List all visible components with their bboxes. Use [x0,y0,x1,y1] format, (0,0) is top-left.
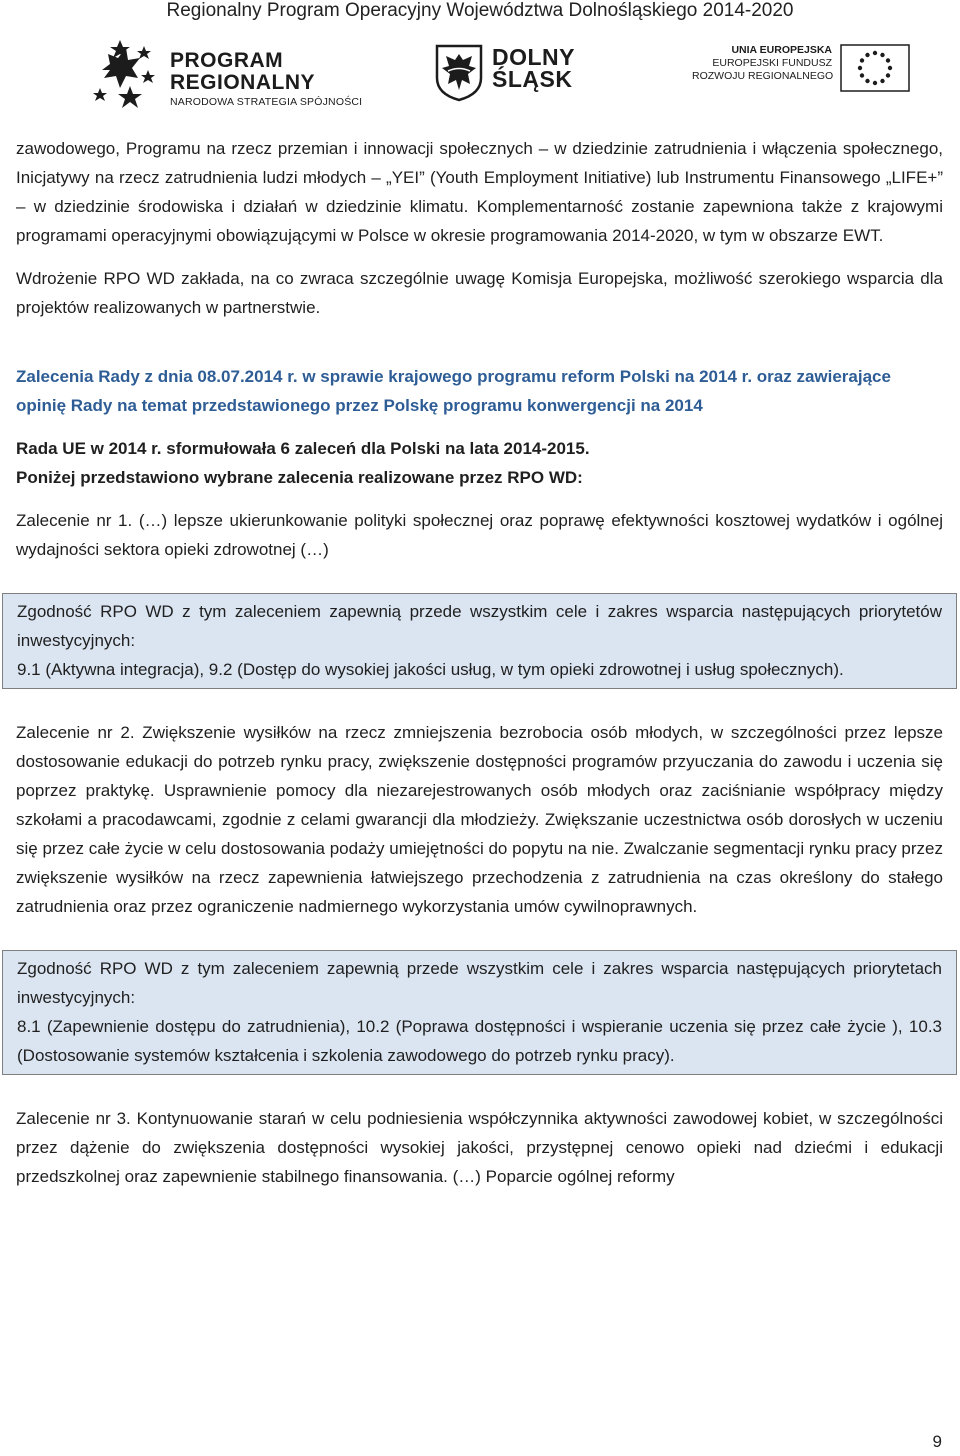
eu-flag-icon [840,44,910,92]
recommendation-3: Zalecenie nr 3. Kontynuowanie starań w celu podniesienia współczynnika aktywności zawodowej kobiet, w szczególności przez dążenie do zwiększenia dostępności wysokiej jakości, przystępnej cenowo opieki nad dziećmi i edukacji przedszkolnej oraz zapewnienie stabilnego finansowania. (…) Poparcie ogólnej reformy [16,1109,943,1186]
document-body [16,134,943,1191]
compliance-box-1-intro: Zgodność RPO WD z tym zaleceniem zapewnią przede wszystkim cele i zakres wsparcia następujących priorytetów inwestycyjnych: [17,602,942,650]
compliance-box-2-intro: Zgodność RPO WD z tym zaleceniem zapewnią przede wszystkim cele i zakres wsparcia następujących priorytetach inwestycyjnych: [17,959,942,1007]
paragraph-complementarity: zawodowego, Programu na rzecz przemian i innowacji społecznych – w dziedzinie zatrudnienia i włączenia społecznego, Inicjatywy na rzecz zatrudnienia ludzi młodych – „YEI” (Youth Employment Initiative) lub Instrumentu Finansowego „LIFE+” – w dziedzinie środowiska i działań w dziedzinie klimatu. Komplementarność zostanie zapewniona także z krajowymi programami operacyjnymi obowiązującymi w Polsce w okresie programowania 2014-2020, w tym w obszarze EWT. [16,139,943,245]
compliance-box-1-priorities: 9.1 (Aktywna integracja), 9.2 (Dostęp do wysokiej jakości usług, w tym opieki zdrowotnej i usług społecznych). [17,660,844,679]
program-logo-line2: REGIONALNY [170,71,316,94]
dolny-slask-logo-text [492,46,622,90]
document-header-title: Regionalny Program Operacyjny Województwa Dolnośląskiego 2014-2020 [166,0,794,21]
selected-recommendations-intro: Poniżej przedstawiono wybrane zalecenia realizowane przez RPO WD: [16,468,583,487]
program-logo-text [170,50,380,109]
eu-logo-line1: UNIA EUROPEJSKA [731,44,832,56]
dolny-logo-line2: ŚLĄSK [492,66,573,92]
page-number: 9 [932,1432,942,1451]
eagle-crest-icon [434,44,484,102]
recommendation-2: Zalecenie nr 2. Zwiększenie wysiłków na rzecz zmniejszenia bezrobocia osób młodych, w szczególności przez lepsze dostosowanie edukacji do potrzeb rynku pracy, zwiększenie dostępności programów przyuczania do zawodu i uczenia się poprzez praktykę. Usprawnienie pomocy dla niezarejestrowanych osób młodych oraz zaciśnianie współpracy między szkołami a pracodawcami, zgodnie z celami gwarancji dla młodzieży. Zwiększanie uczestnictwa osób dorosłych w uczeniu się przez całe życie w celu dostosowania podaży umiejętności do popytu na nie. Zwalczanie segmentacji rynku pracy przez zwiększenie wysiłków na rzecz zapewnienia łatwiejszego przechodzenia z zatrudnienia na czas określony do stałego zatrudnienia oraz przez ograniczenie nadmiernego wykorzystania umów cywilnoprawnych. [16,723,943,916]
compliance-box-2-priorities: 8.1 (Zapewnienie dostępu do zatrudnienia), 10.2 (Poprawa dostępności i wspieranie uczenia się przez całe życie ), 10.3 (Dostosowanie systemów kształcenia i szkolenia zawodowego do potrzeb rynku pracy). [17,1017,942,1065]
program-star-mark-icon [92,36,166,110]
eu-logo-line2: EUROPEJSKI FUNDUSZ [712,57,832,69]
paragraph-partnership: Wdrożenie RPO WD zakłada, na co zwraca szczególnie uwagę Komisja Europejska, możliwość szerokiego wsparcia dla projektów realizowanych w partnerstwie. [16,269,943,317]
dolny-logo-line1: DOLNY [492,44,575,70]
program-logo-line1: PROGRAM [170,49,284,72]
logo-strip [0,34,960,112]
eu-logo-line3: ROZWOJU REGIONALNEGO [692,70,834,82]
compliance-box-recommendation-2 [2,950,957,1075]
council-recommendations-summary: Rada UE w 2014 r. sformułowała 6 zaleceń dla Polski na lata 2014-2015. [16,439,590,458]
compliance-box-recommendation-1 [2,593,957,689]
eu-logo-text [692,44,832,83]
section-heading-council-recommendations: Zalecenia Rady z dnia 08.07.2014 r. w sprawie krajowego programu reform Polski na 2014 r. oraz zawierające opinię Rady na temat przedstawionego przez Polskę programu konwergencji na 2014 [16,367,891,415]
recommendation-1: Zalecenie nr 1. (…) lepsze ukierunkowanie polityki społecznej oraz poprawę efektywności kosztowej wydatków i ogólnej wydajności sektora opieki zdrowotnej (…) [16,511,943,559]
program-logo-line3: NARODOWA STRATEGIA SPÓJNOŚCI [170,96,363,108]
